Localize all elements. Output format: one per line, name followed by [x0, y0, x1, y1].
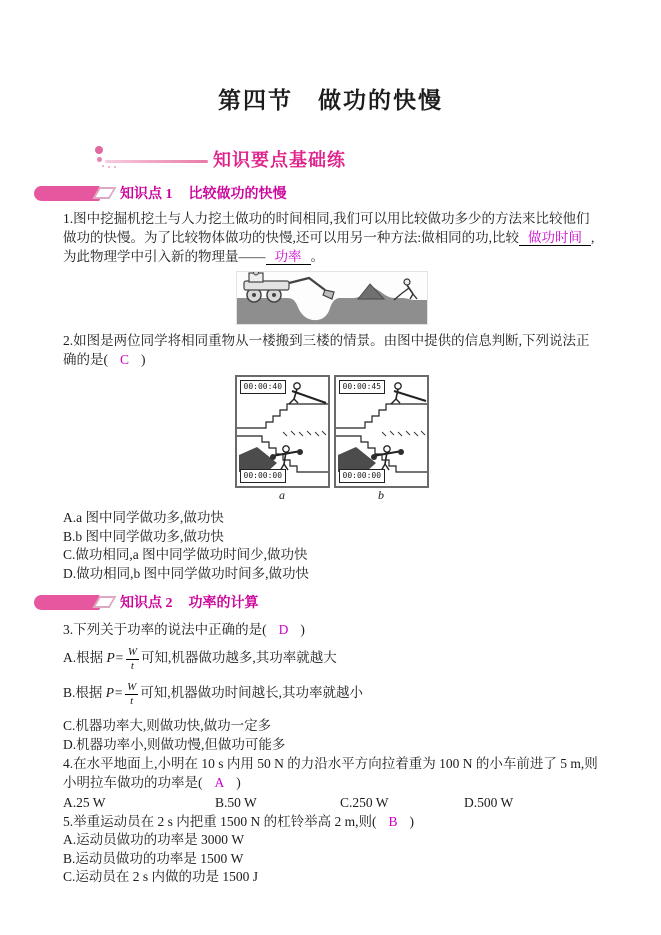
q5-option-b: B.运动员做功的功率是 1500 W [63, 850, 244, 866]
timer-display: 00:00:00 [240, 469, 287, 483]
q4-option-c: C.250 W [340, 795, 389, 810]
fraction-numerator: W [127, 681, 137, 693]
question-1 [63, 209, 600, 266]
q4-option-a: A.25 W [63, 795, 106, 810]
kp-badge-shape [34, 595, 100, 610]
q3-close: ) [300, 622, 305, 637]
question-4 [63, 754, 600, 792]
power-formula-lead: P= [105, 685, 124, 700]
q3-option-a [63, 647, 600, 672]
section-title: 知识要点基础练 [213, 150, 346, 170]
q5-close: ) [409, 814, 415, 829]
q3-option-c: C.机器功率大,则做功快,做功一定多 [63, 718, 272, 733]
staircase-panel-a [235, 375, 330, 488]
q4-close: ) [236, 775, 241, 790]
power-formula-lead: P= [106, 650, 124, 665]
knowledge-point-1-header [34, 183, 661, 203]
q4-option-b: B.50 W [215, 795, 257, 810]
pink-dot-icon [108, 166, 110, 168]
kp-badge-parallelogram-icon [93, 596, 117, 608]
panel-b-label: b [378, 488, 384, 502]
q3-option-d: D.机器功率小,则做功慢,但做功可能多 [63, 736, 286, 752]
panel-b-column [334, 375, 429, 503]
fraction-numerator: W [127, 646, 138, 658]
q3-option-a-suffix: 可知,机器做功越多,其功率就越大 [141, 650, 337, 665]
panel-a-column [235, 375, 330, 503]
question-5 [63, 812, 600, 831]
kp2-badge-label: 知识点 2 [120, 596, 173, 611]
timer-display: 00:00:40 [240, 380, 287, 394]
fraction-denominator: t [130, 660, 134, 672]
page-title: 第四节 做功的快慢 [218, 88, 443, 113]
kp1-badge-label: 知识点 1 [120, 187, 173, 202]
q5-answer: B [388, 814, 398, 829]
pink-dot-icon [102, 165, 104, 167]
q1-text-c: 。 [310, 249, 324, 264]
q2-option-d: D.做功相同,b 图中同学做功时间多,做功快 [63, 565, 309, 581]
q2-option-b: B.b 图中同学做功多,做功快 [63, 528, 224, 544]
q3-option-b-suffix: 可知,机器做功时间越长,其功率就越小 [140, 685, 364, 700]
q5-stem: 5.举重运动员在 2 s 内把重 1500 N 的杠铃举高 2 m,则( [63, 814, 377, 829]
kp1-title: 比较做功的快慢 [188, 187, 287, 202]
q2-stem: 2.如图是两位同学将相同重物从一楼搬到三楼的情景。由图中提供的信息判断,下列说法正确的是( [63, 333, 590, 367]
q5-option-c: C.运动员在 2 s 内做的功是 1500 J [63, 869, 259, 884]
question-3 [63, 620, 600, 639]
kp-badge-shape [34, 186, 100, 201]
q1-text: 1.图中挖掘机挖土与人力挖土做功的时间相同,我们可以用比较做功多少的方法来比较他们做功的快慢。为了比较物体做功的快慢,还可以用另一种方法:做相同的功,比较 [63, 211, 590, 245]
section-header [95, 145, 661, 171]
q4-option-d: D.500 W [464, 795, 514, 810]
knowledge-point-2-header [34, 592, 661, 612]
question-2 [63, 331, 600, 369]
power-formula-fraction [125, 682, 138, 707]
power-formula-fraction [126, 647, 139, 672]
figure-excavator-illustration [236, 271, 428, 325]
kp-badge-parallelogram-icon [93, 187, 117, 199]
timer-display: 00:00:00 [339, 469, 386, 483]
q2-answer: C [120, 352, 130, 367]
q5-option-a: A.运动员做功的功率是 3000 W [63, 832, 245, 847]
excavator-illustration-svg [237, 272, 427, 324]
figure-staircase-panels [63, 375, 600, 503]
q1-blank-answer-2: 功率 [266, 249, 311, 265]
q3-option-a-prefix: A.根据 [63, 650, 107, 665]
staircase-panel-b [334, 375, 429, 488]
q1-text-b: ,为此物理学中引入新的物理量—— [63, 230, 595, 264]
q3-answer: D [278, 622, 289, 637]
q3-option-b [63, 682, 600, 707]
q1-blank-answer-1: 做功时间 [519, 230, 591, 246]
q3-stem: 3.下列关于功率的说法中正确的是( [63, 622, 267, 637]
pink-dot-icon [95, 146, 103, 154]
q4-options-row [63, 793, 600, 812]
panel-a-label: a [279, 488, 285, 502]
pink-dot-icon [97, 157, 102, 162]
q3-option-b-prefix: B.根据 [63, 685, 106, 700]
q2-close: ) [141, 352, 146, 367]
decorative-rule-line [105, 160, 208, 163]
fraction-denominator: t [130, 695, 134, 707]
q4-answer: A [214, 775, 225, 790]
q2-option-a: A.a 图中同学做功多,做功快 [63, 510, 224, 525]
timer-display: 00:00:45 [339, 380, 386, 394]
pink-dot-icon [114, 166, 116, 168]
q2-option-c: C.做功相同,a 图中同学做功时间少,做功快 [63, 547, 308, 562]
q4-stem: 4.在水平地面上,小明在 10 s 内用 50 N 的力沿水平方向拉着重为 100 N 的小车前进了 5 m,则小明拉车做功的功率是( [63, 756, 598, 790]
kp2-title: 功率的计算 [188, 596, 259, 611]
